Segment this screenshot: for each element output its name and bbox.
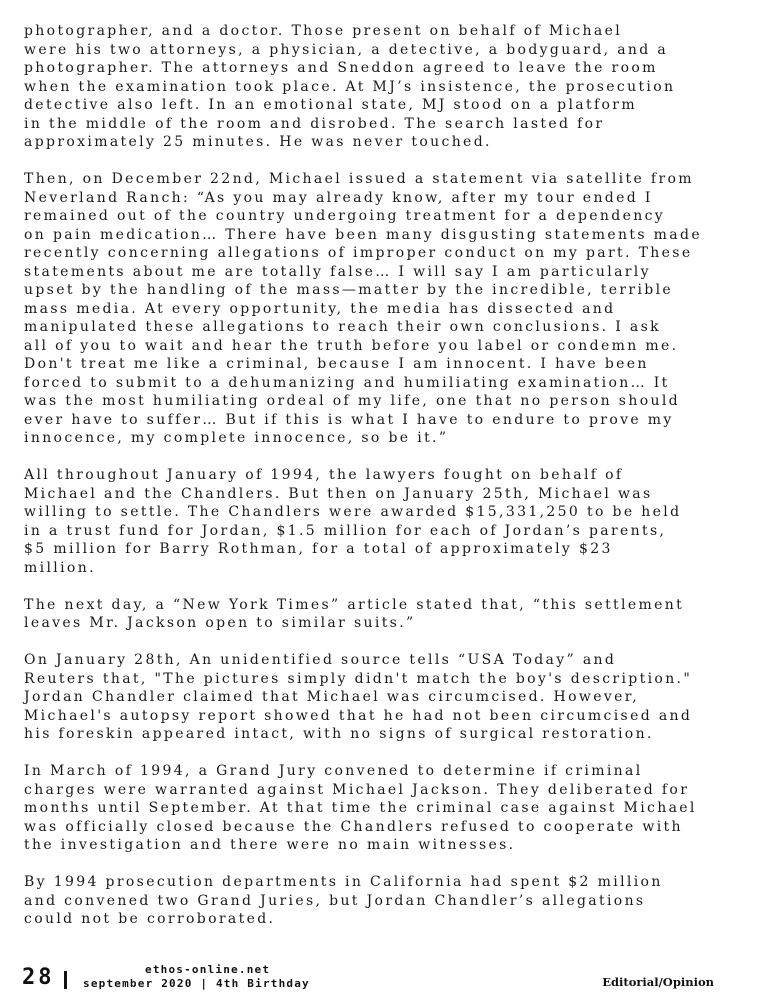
page-number: 28 bbox=[22, 965, 55, 990]
paragraph: On January 28th, An unidentified source tells “USA Today” and Reuters that, "The pictures simply didn't match the boy's description." Jordan Chandler claimed that Michael was circumcised. However, Michael's autopsy report showed that he had not been circumcised and his foreskin appeared intact, with no signs of surgical restoration. bbox=[24, 652, 693, 742]
section-label: Editorial/Opinion bbox=[602, 975, 714, 989]
footer-divider bbox=[64, 971, 67, 989]
paragraph: All throughout January of 1994, the lawyers fought on behalf of Michael and the Chandlers. But then on January 25th, Michael was willing to settle. The Chandlers were awarded $15,331,250 to be held in a trust fund for Jordan, $1.5 million for each of Jordan’s parents, $5 million for Barry Rothman, for a total of approximately $23 million. bbox=[24, 467, 682, 576]
paragraph: photographer, and a doctor. Those present on behalf of Michael were his two attorneys, a physician, a detective, a bodyguard, and a photographer. The attorneys and Sneddon agreed to leave the room when the examination took place. At MJ’s insistence, the prosecution detective also left. In an emotional state, MJ stood on a platform in the middle of the room and disrobed. The search lasted for approximately 25 minutes. He was never touched. bbox=[24, 23, 676, 150]
paragraph: In March of 1994, a Grand Jury convened to determine if criminal charges were warranted against Michael Jackson. They deliberated for months until September. At that time the criminal case against Michael was officially closed because the Chandlers refused to cooperate with the investigation and there were no main witnesses. bbox=[24, 763, 697, 853]
paragraph: Then, on December 22nd, Michael issued a statement via satellite from Neverland Ranch: “As you may already know, after my tour ended I remained out of the country undergoing treatment for a dependency on pain medication… There have been many disgusting statements made recently concerning allegations of improper conduct on my part. These statements about me are totally false… I will say I am particularly upset by the handling of the mass—matter by the incredible, terrible mass media. At every opportunity, the media has dissected and manipulated these allegations to reach their own conclusions. I ask all of you to wait and hear the truth before you label or condemn me. Don't treat me like a criminal, because I am innocent. I have been forced to submit to a dehumanizing and humiliating examination… It was the most humiliating ordeal of my life, one that no person should ever have to suffer… But if this is what I have to endure to prove my innocence, my complete innocence, so be it.” bbox=[24, 171, 702, 446]
issue-label: september 2020 | 4th Birthday bbox=[83, 977, 310, 990]
website-url: ethos-online.net bbox=[145, 963, 271, 976]
paragraph: By 1994 prosecution departments in California had spent $2 million and convened two Grand Juries, but Jordan Chandler’s allegations could not be corroborated. bbox=[24, 874, 663, 927]
article-body bbox=[24, 22, 752, 947]
page-footer bbox=[0, 960, 772, 1000]
paragraph: The next day, a “New York Times” article stated that, “this settlement leaves Mr. Jackson open to similar suits.” bbox=[24, 596, 685, 631]
